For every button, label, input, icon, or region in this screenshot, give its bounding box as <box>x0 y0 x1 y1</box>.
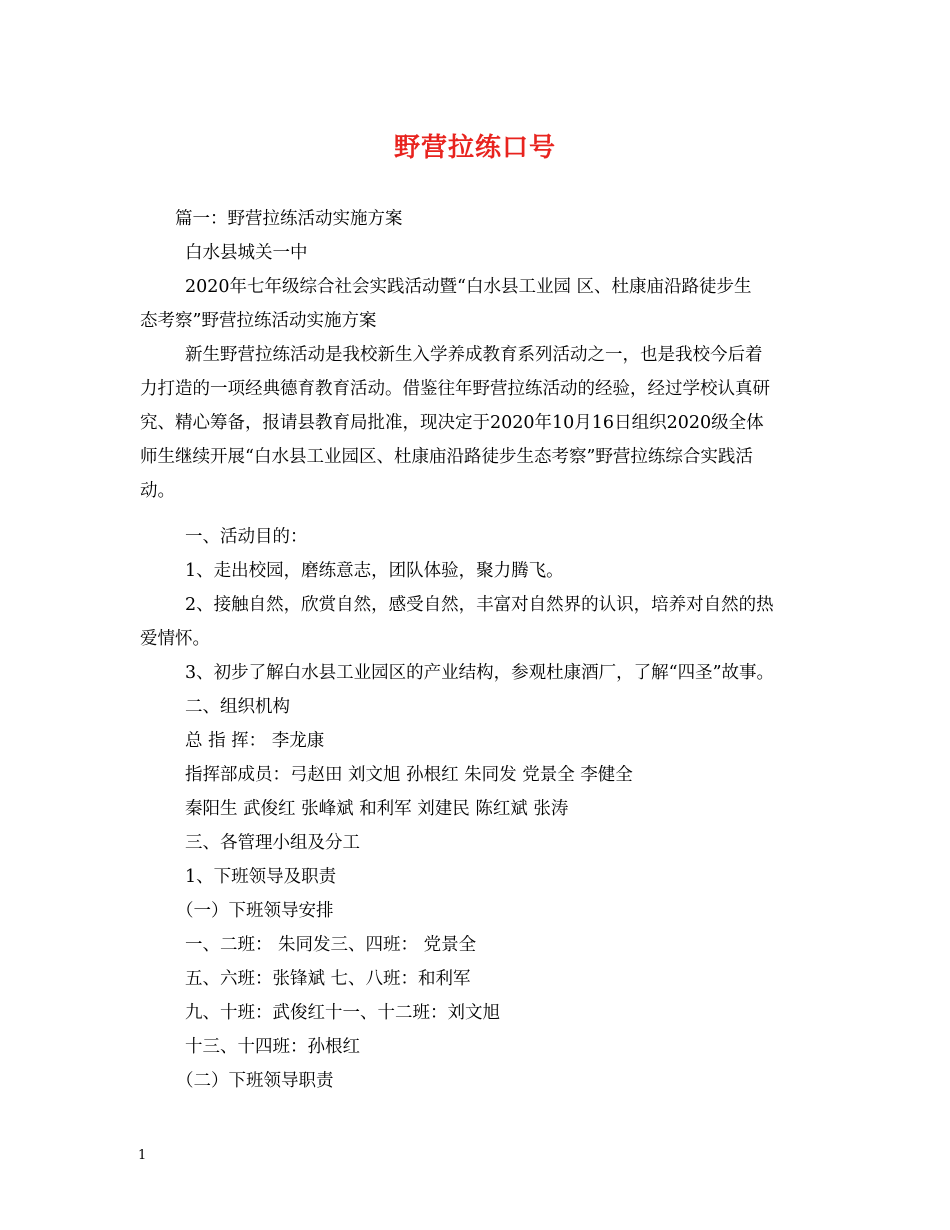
section-heading: 篇一：野营拉练活动实施方案 <box>175 209 403 229</box>
paragraph-line: 态考察”野营拉练活动实施方案 <box>140 311 377 331</box>
list-item: （一）下班领导安排 <box>176 901 334 921</box>
section-heading: 一、活动目的： <box>185 527 308 547</box>
section-heading: 三、各管理小组及分工 <box>185 833 360 853</box>
list-item: 1、走出校园，磨练意志，团队体验，聚力腾飞。 <box>185 561 564 581</box>
list-item: （二）下班领导职责 <box>176 1071 334 1091</box>
paragraph-line: 新生野营拉练活动是我校新生入学养成教育系列活动之一，也是我校今后着 <box>185 345 763 365</box>
list-item: 爱情怀。 <box>140 629 210 649</box>
paragraph-line: 师生继续开展“白水县工业园区、杜康庙沿路徒步生态考察”野营拉练综合实践活 <box>140 447 753 467</box>
paragraph-line: 五、六班：张锋斌 七、八班：和利军 <box>185 969 471 989</box>
school-name: 白水县城关一中 <box>185 243 308 263</box>
document-title: 野营拉练口号 <box>393 133 556 163</box>
paragraph-line: 总 指 挥： 李龙康 <box>185 731 325 751</box>
paragraph-line: 十三、十四班：孙根红 <box>185 1037 360 1057</box>
paragraph-line: 九、十班：武俊红十一、十二班：刘文旭 <box>185 1003 500 1023</box>
paragraph-line: 一、二班： 朱同发三、四班： 党景全 <box>185 935 477 955</box>
list-item: 2、接触自然，欣赏自然，感受自然，丰富对自然界的认识，培养对自然的热 <box>185 595 774 615</box>
paragraph-line: 2020年七年级综合社会实践活动暨“白水县工业园 区、杜康庙沿路徒步生 <box>185 277 752 297</box>
paragraph-line: 指挥部成员：弓赵田 刘文旭 孙根红 朱同发 党景全 李健全 <box>185 765 633 785</box>
paragraph-line: 秦阳生 武俊红 张峰斌 和利军 刘建民 陈红斌 张涛 <box>185 799 569 819</box>
list-item: 3、初步了解白水县工业园区的产业结构，参观杜康酒厂，了解“四圣”故事。 <box>185 663 775 683</box>
paragraph-line: 究、精心筹备，报请县教育局批准，现决定于2020年10月16日组织2020级全体 <box>140 413 764 433</box>
paragraph-line: 力打造的一项经典德育教育活动。借鉴往年野营拉练活动的经验，经过学校认真研 <box>140 379 770 399</box>
list-item: 1、下班领导及职责 <box>185 867 337 887</box>
section-heading: 二、组织机构 <box>185 697 290 717</box>
paragraph-line: 动。 <box>140 481 175 501</box>
page-number: 1 <box>138 1148 147 1163</box>
